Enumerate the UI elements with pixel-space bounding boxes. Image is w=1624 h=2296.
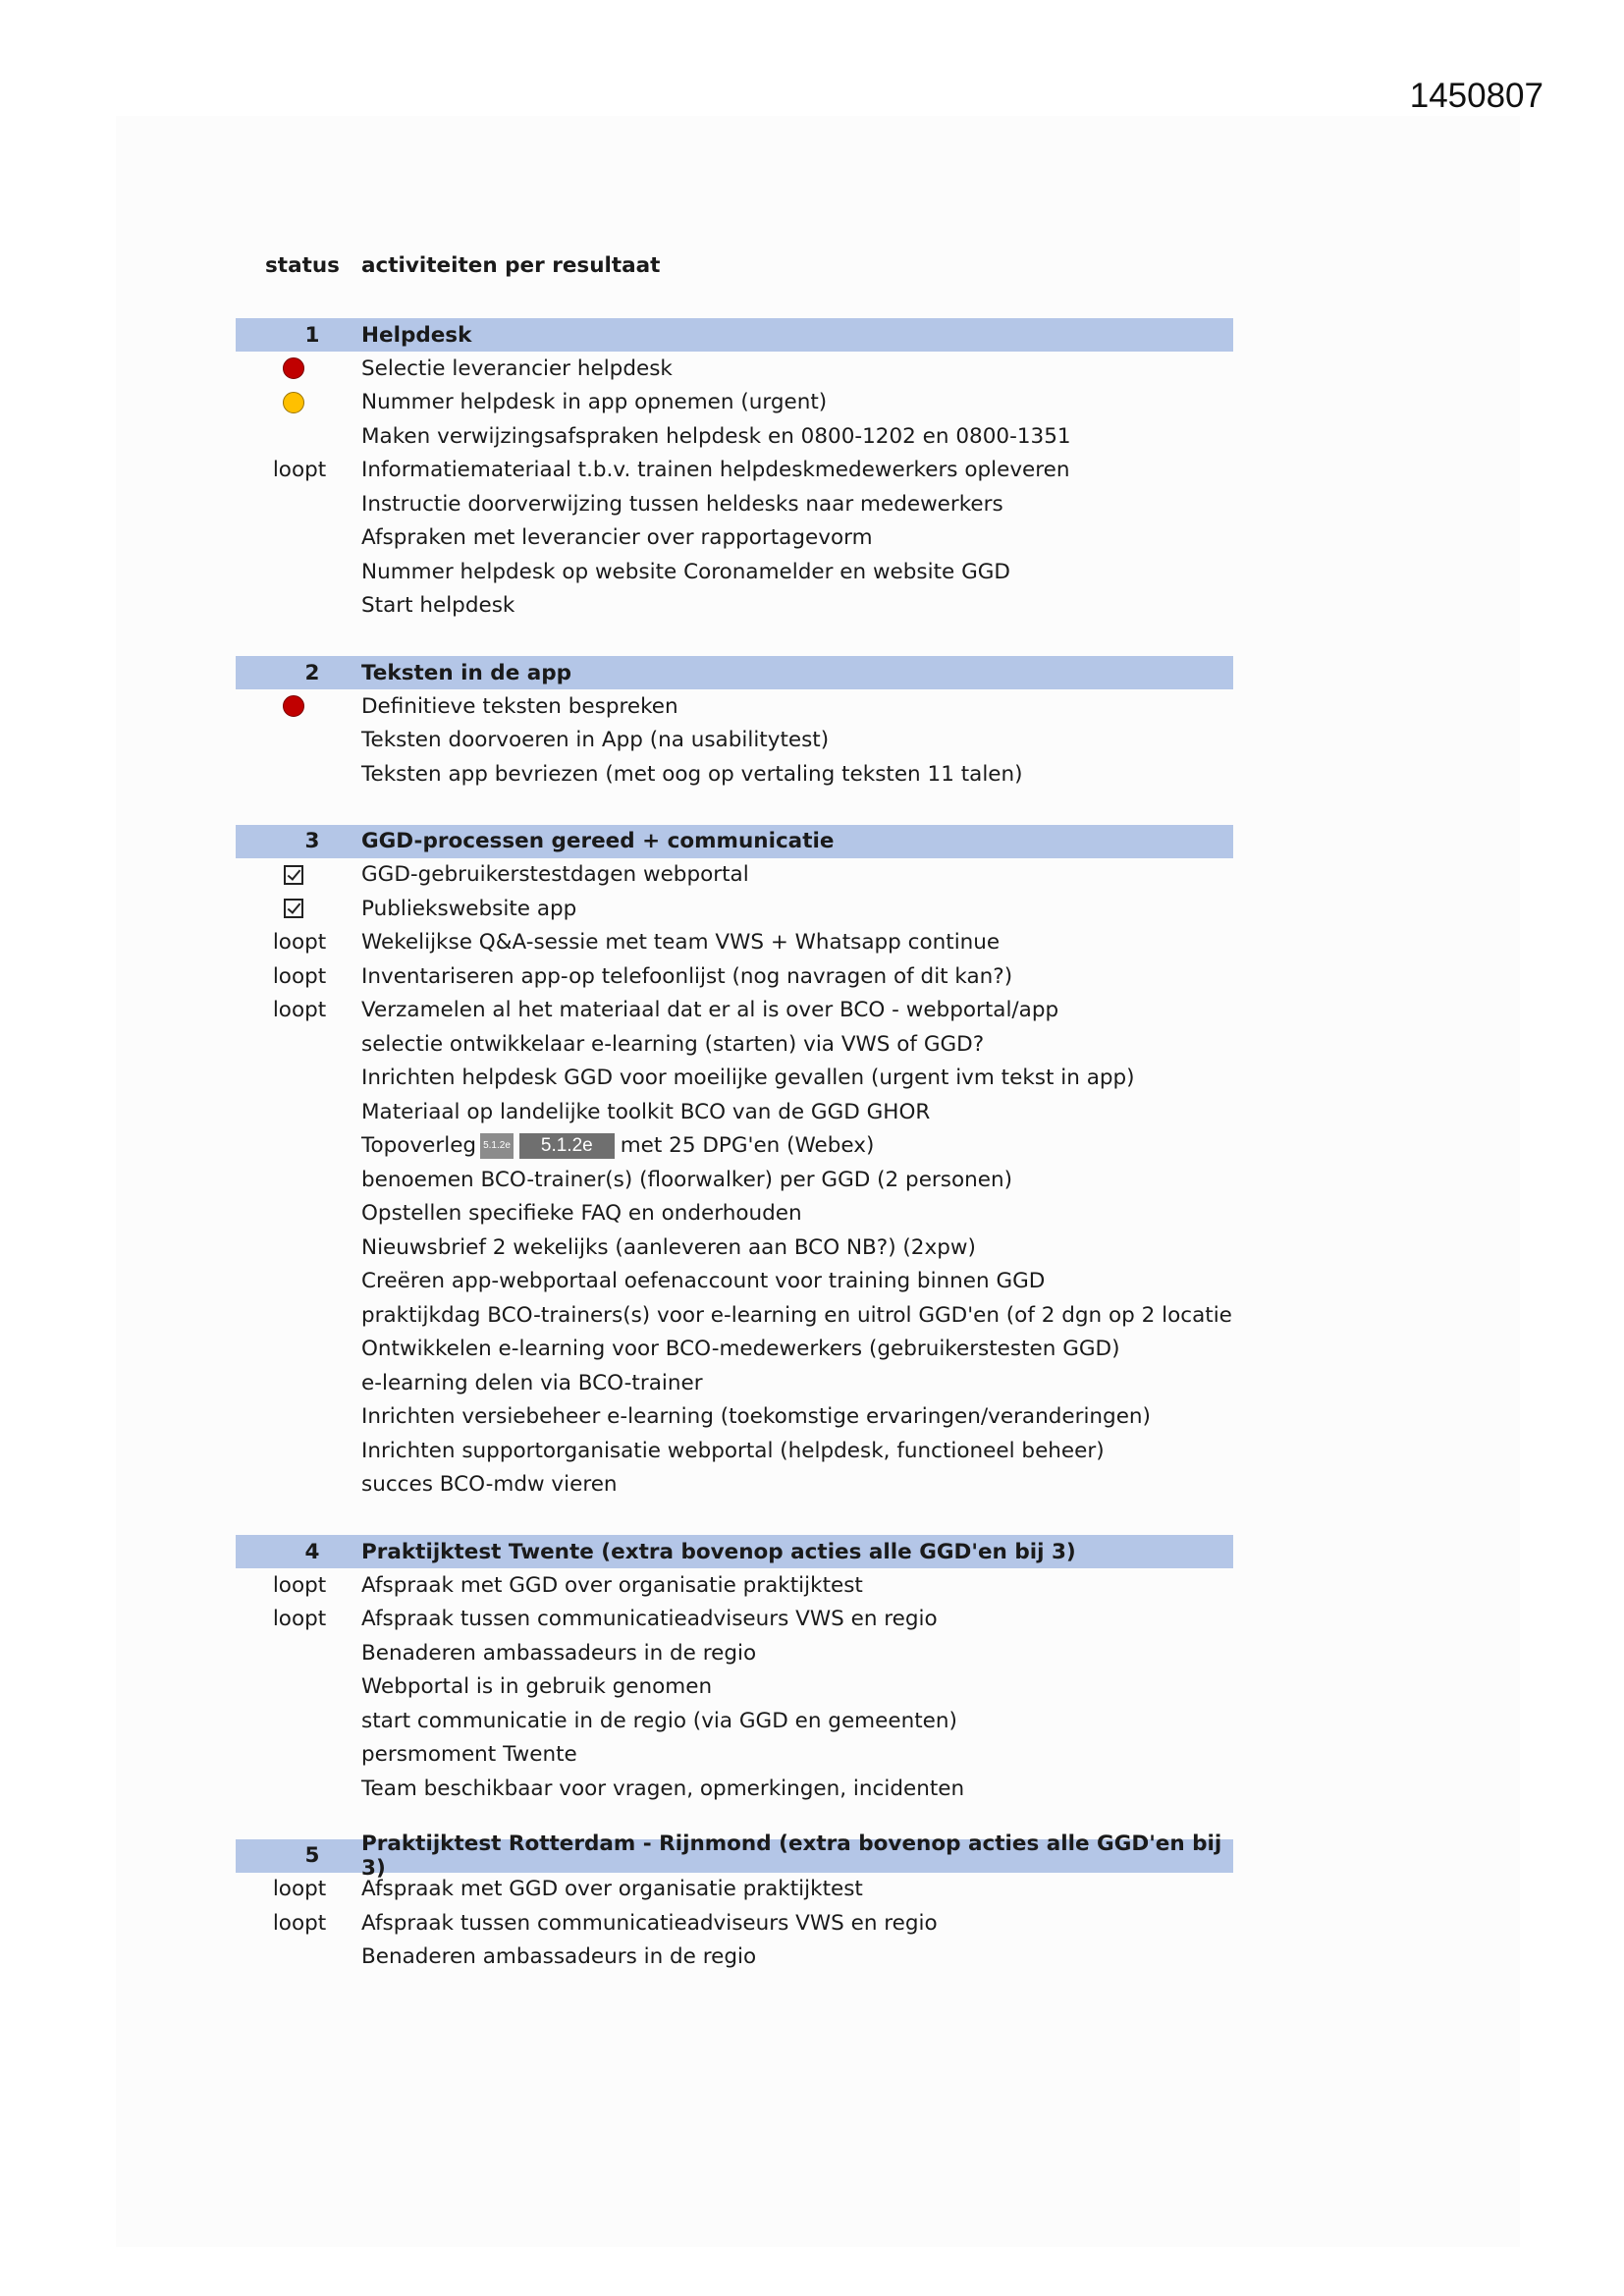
checked-box-icon xyxy=(284,865,303,885)
activity-text xyxy=(361,694,678,719)
section-header xyxy=(236,318,1233,352)
activity-label: Afspraak tussen communicatieadviseurs VWS en regio xyxy=(361,1607,938,1632)
activity-row xyxy=(236,521,1233,556)
activity-row xyxy=(236,1129,1233,1164)
activity-row xyxy=(236,757,1233,792)
activity-label: Afspraak tussen communicatieadviseurs VWS en regio xyxy=(361,1910,938,1936)
section-number: 2 xyxy=(304,660,320,685)
activity-text xyxy=(361,1032,984,1057)
activity-label: Teksten app bevriezen (met oog op vertaling teksten 11 talen) xyxy=(361,761,1023,787)
activity-row xyxy=(236,1265,1233,1299)
activity-row xyxy=(236,1095,1233,1129)
status-label: loopt xyxy=(272,1607,327,1632)
activity-label: Nieuwsbrief 2 wekelijks (aanleveren aan BCO NB?) (2xpw) xyxy=(361,1234,976,1260)
status-label: loopt xyxy=(272,998,327,1023)
activity-label: Team beschikbaar voor vragen, opmerkingen, incidenten xyxy=(361,1776,965,1801)
section-title: GGD-processen gereed + communicatie xyxy=(361,829,835,853)
activity-label: Topoverleg xyxy=(361,1132,477,1158)
activity-label: e-learning delen via BCO-trainer xyxy=(361,1370,703,1395)
activity-label: Afspraak met GGD over organisatie praktijktest xyxy=(361,1572,863,1598)
section-title: Helpdesk xyxy=(361,322,472,348)
activity-label: start communicatie in de regio (via GGD en gemeenten) xyxy=(361,1708,957,1733)
redaction-mark-large: 5.1.2e xyxy=(519,1133,615,1159)
activity-text xyxy=(361,1269,1045,1293)
activity-label: Ontwikkelen e-learning voor BCO-medewerkers (gebruikerstesten GGD) xyxy=(361,1337,1120,1362)
activity-label: Nummer helpdesk in app opnemen (urgent) xyxy=(361,390,828,415)
yellow-status-dot-icon xyxy=(283,392,304,413)
activity-text xyxy=(361,964,1012,989)
activity-text xyxy=(361,862,749,887)
status-cell xyxy=(236,695,361,717)
status-cell xyxy=(236,930,361,955)
activity-label: Benaderen ambassadeurs in de regio xyxy=(361,1640,757,1666)
activity-label: Afspraak met GGD over organisatie praktijktest xyxy=(361,1877,863,1902)
activity-text xyxy=(361,1877,863,1901)
activity-label: succes BCO-mdw vieren xyxy=(361,1472,618,1498)
status-label: loopt xyxy=(272,930,327,956)
activity-label: Start helpdesk xyxy=(361,593,515,619)
activity-row xyxy=(236,994,1233,1028)
status-cell xyxy=(236,865,361,885)
activity-row xyxy=(236,1027,1233,1062)
section-header xyxy=(236,1535,1233,1568)
activity-label: selectie ontwikkelaar e-learning (starten) via VWS of GGD? xyxy=(361,1031,985,1057)
status-cell xyxy=(236,1573,361,1598)
checked-box-icon xyxy=(284,899,303,918)
activity-row xyxy=(236,1772,1233,1806)
activity-row xyxy=(236,1062,1233,1096)
activity-text xyxy=(361,424,1071,449)
status-label: loopt xyxy=(272,1877,327,1902)
activity-text xyxy=(361,1944,756,1969)
activity-text xyxy=(361,897,576,921)
red-status-dot-icon xyxy=(283,357,304,379)
activity-label: benoemen BCO-trainer(s) (floorwalker) per GGD (2 personen) xyxy=(361,1167,1012,1192)
status-cell xyxy=(236,1911,361,1936)
activity-row xyxy=(236,555,1233,589)
activity-row xyxy=(236,1468,1233,1503)
document-number: 1450807 xyxy=(1409,77,1543,115)
activity-row xyxy=(236,1163,1233,1197)
activity-row xyxy=(236,1230,1233,1265)
section-number: 4 xyxy=(304,1539,320,1564)
activity-label: Verzamelen al het materiaal dat er al is over BCO - webportal/app xyxy=(361,998,1059,1023)
status-cell xyxy=(236,1877,361,1901)
activity-row xyxy=(236,419,1233,454)
section-number: 3 xyxy=(304,829,320,853)
activity-text xyxy=(361,1066,1135,1090)
status-cell xyxy=(236,357,361,379)
activity-label: Afspraken met leverancier over rapportagevorm xyxy=(361,525,873,551)
activity-row xyxy=(236,1670,1233,1705)
status-cell xyxy=(236,392,361,413)
activity-text xyxy=(361,1709,957,1733)
activity-row xyxy=(236,1434,1233,1468)
activity-text xyxy=(361,1100,930,1124)
activity-label: Selectie leverancier helpdesk xyxy=(361,355,673,381)
section-header xyxy=(236,656,1233,689)
activity-label: Publiekswebsite app xyxy=(361,896,577,921)
section-header xyxy=(236,825,1233,858)
activity-row xyxy=(236,352,1233,386)
activity-label: Creëren app-webportaal oefenaccount voor training binnen GGD xyxy=(361,1269,1046,1294)
activity-label: Inrichten supportorganisatie webportal (helpdesk, functioneel beheer) xyxy=(361,1438,1105,1463)
status-label: loopt xyxy=(272,458,327,483)
section-title: Praktijktest Rotterdam - Rijnmond (extra bovenop acties alle GGD'en bij 3) xyxy=(361,1831,1222,1881)
activity-text xyxy=(361,1777,964,1801)
activity-row xyxy=(236,1941,1233,1975)
activity-row xyxy=(236,1366,1233,1400)
activity-text xyxy=(361,1607,938,1631)
activity-row xyxy=(236,959,1233,994)
activity-label: Inrichten versiebeheer e-learning (toekomstige ervaringen/veranderingen) xyxy=(361,1404,1151,1430)
status-cell xyxy=(236,964,361,989)
activity-text xyxy=(361,492,1003,517)
status-label: loopt xyxy=(272,963,327,989)
column-header-activities: activiteiten per resultaat xyxy=(361,252,661,278)
activity-text xyxy=(361,1641,756,1666)
activity-row xyxy=(236,386,1233,420)
activity-label: Materiaal op landelijke toolkit BCO van de GGD GHOR xyxy=(361,1099,931,1124)
activity-row xyxy=(236,589,1233,624)
activity-text xyxy=(361,458,1070,482)
activity-row xyxy=(236,1298,1233,1333)
activity-label: Instructie doorverwijzing tussen heldesks naar medewerkers xyxy=(361,491,1003,517)
activity-row xyxy=(236,1906,1233,1941)
status-label: loopt xyxy=(272,1910,327,1936)
activity-label: persmoment Twente xyxy=(361,1742,577,1768)
section-gap xyxy=(236,1502,1233,1535)
activities-table xyxy=(236,246,1233,1974)
activity-label: praktijkdag BCO-trainers(s) voor e-learning en uitrol GGD'en (of 2 dgn op 2 locatie xyxy=(361,1302,1232,1328)
activity-text xyxy=(361,525,873,550)
activity-text xyxy=(361,1303,1232,1328)
activity-label: Informatiemateriaal t.b.v. trainen helpdeskmedewerkers opleveren xyxy=(361,458,1070,483)
activity-row xyxy=(236,858,1233,893)
activity-label: Opstellen specifieke FAQ en onderhouden xyxy=(361,1201,802,1227)
status-cell xyxy=(236,1607,361,1631)
column-header-row xyxy=(236,246,1233,285)
activity-text xyxy=(361,1371,703,1395)
activity-text xyxy=(361,356,673,381)
activity-text xyxy=(361,1201,802,1226)
activity-text xyxy=(361,1133,874,1159)
section-gap xyxy=(236,285,1233,318)
activity-row xyxy=(236,926,1233,960)
section-title: Praktijktest Twente (extra bovenop acties alle GGD'en bij 3) xyxy=(361,1539,1076,1564)
activity-label: Teksten doorvoeren in App (na usabilitytest) xyxy=(361,728,830,753)
status-cell xyxy=(236,899,361,918)
activity-text xyxy=(361,1337,1120,1361)
activity-text xyxy=(361,1911,938,1936)
activity-text xyxy=(361,593,514,618)
status-cell xyxy=(236,458,361,482)
activity-text xyxy=(361,1674,712,1699)
section-number: 1 xyxy=(304,322,320,348)
activity-row xyxy=(236,724,1233,758)
activity-text xyxy=(361,560,1010,584)
activity-row xyxy=(236,454,1233,488)
activity-label: Nummer helpdesk op website Coronamelder en website GGD xyxy=(361,559,1010,584)
section-header xyxy=(236,1831,1233,1881)
status-cell xyxy=(236,998,361,1022)
activity-text xyxy=(361,1235,976,1260)
activity-label-continued: met 25 DPG'en (Webex) xyxy=(620,1132,875,1158)
activity-label: Definitieve teksten bespreken xyxy=(361,693,678,719)
activity-text xyxy=(361,1472,618,1497)
section-title: Teksten in de app xyxy=(361,660,572,685)
activity-row xyxy=(236,1568,1233,1603)
activity-label: Inrichten helpdesk GGD voor moeilijke gevallen (urgent ivm tekst in app) xyxy=(361,1066,1135,1091)
activity-label: Inventariseren app-op telefoonlijst (nog navragen of dit kan?) xyxy=(361,963,1013,989)
activity-row xyxy=(236,689,1233,724)
activity-row xyxy=(236,1333,1233,1367)
column-header-status: status xyxy=(265,252,340,278)
activity-text xyxy=(361,762,1023,787)
activity-text xyxy=(361,1742,577,1767)
activity-label: Benaderen ambassadeurs in de regio xyxy=(361,1944,757,1970)
activity-row xyxy=(236,1704,1233,1738)
activity-row xyxy=(236,892,1233,926)
activity-row xyxy=(236,1738,1233,1773)
redaction-mark-small: 5.1.2e xyxy=(480,1133,514,1159)
activity-row xyxy=(236,1400,1233,1435)
activity-text xyxy=(361,390,827,414)
activity-row xyxy=(236,1636,1233,1670)
red-status-dot-icon xyxy=(283,695,304,717)
activity-label: Wekelijkse Q&A-sessie met team VWS + Whatsapp continue xyxy=(361,930,1001,956)
activity-text xyxy=(361,728,829,752)
activity-text xyxy=(361,1168,1012,1192)
activity-text xyxy=(361,1439,1105,1463)
section-gap xyxy=(236,623,1233,656)
activity-label: Webportal is in gebruik genomen xyxy=(361,1674,713,1700)
status-label: loopt xyxy=(272,1572,327,1598)
activity-row xyxy=(236,487,1233,521)
activity-label: Maken verwijzingsafspraken helpdesk en 0800-1202 en 0800-1351 xyxy=(361,423,1071,449)
activity-label: GGD-gebruikerstestdagen webportal xyxy=(361,862,749,888)
activity-row xyxy=(236,1197,1233,1231)
activity-text xyxy=(361,998,1058,1022)
section-gap xyxy=(236,792,1233,825)
activity-text xyxy=(361,930,1000,955)
activity-row xyxy=(236,1603,1233,1637)
section-number: 5 xyxy=(304,1843,320,1868)
activity-text xyxy=(361,1404,1151,1429)
activity-text xyxy=(361,1573,863,1598)
